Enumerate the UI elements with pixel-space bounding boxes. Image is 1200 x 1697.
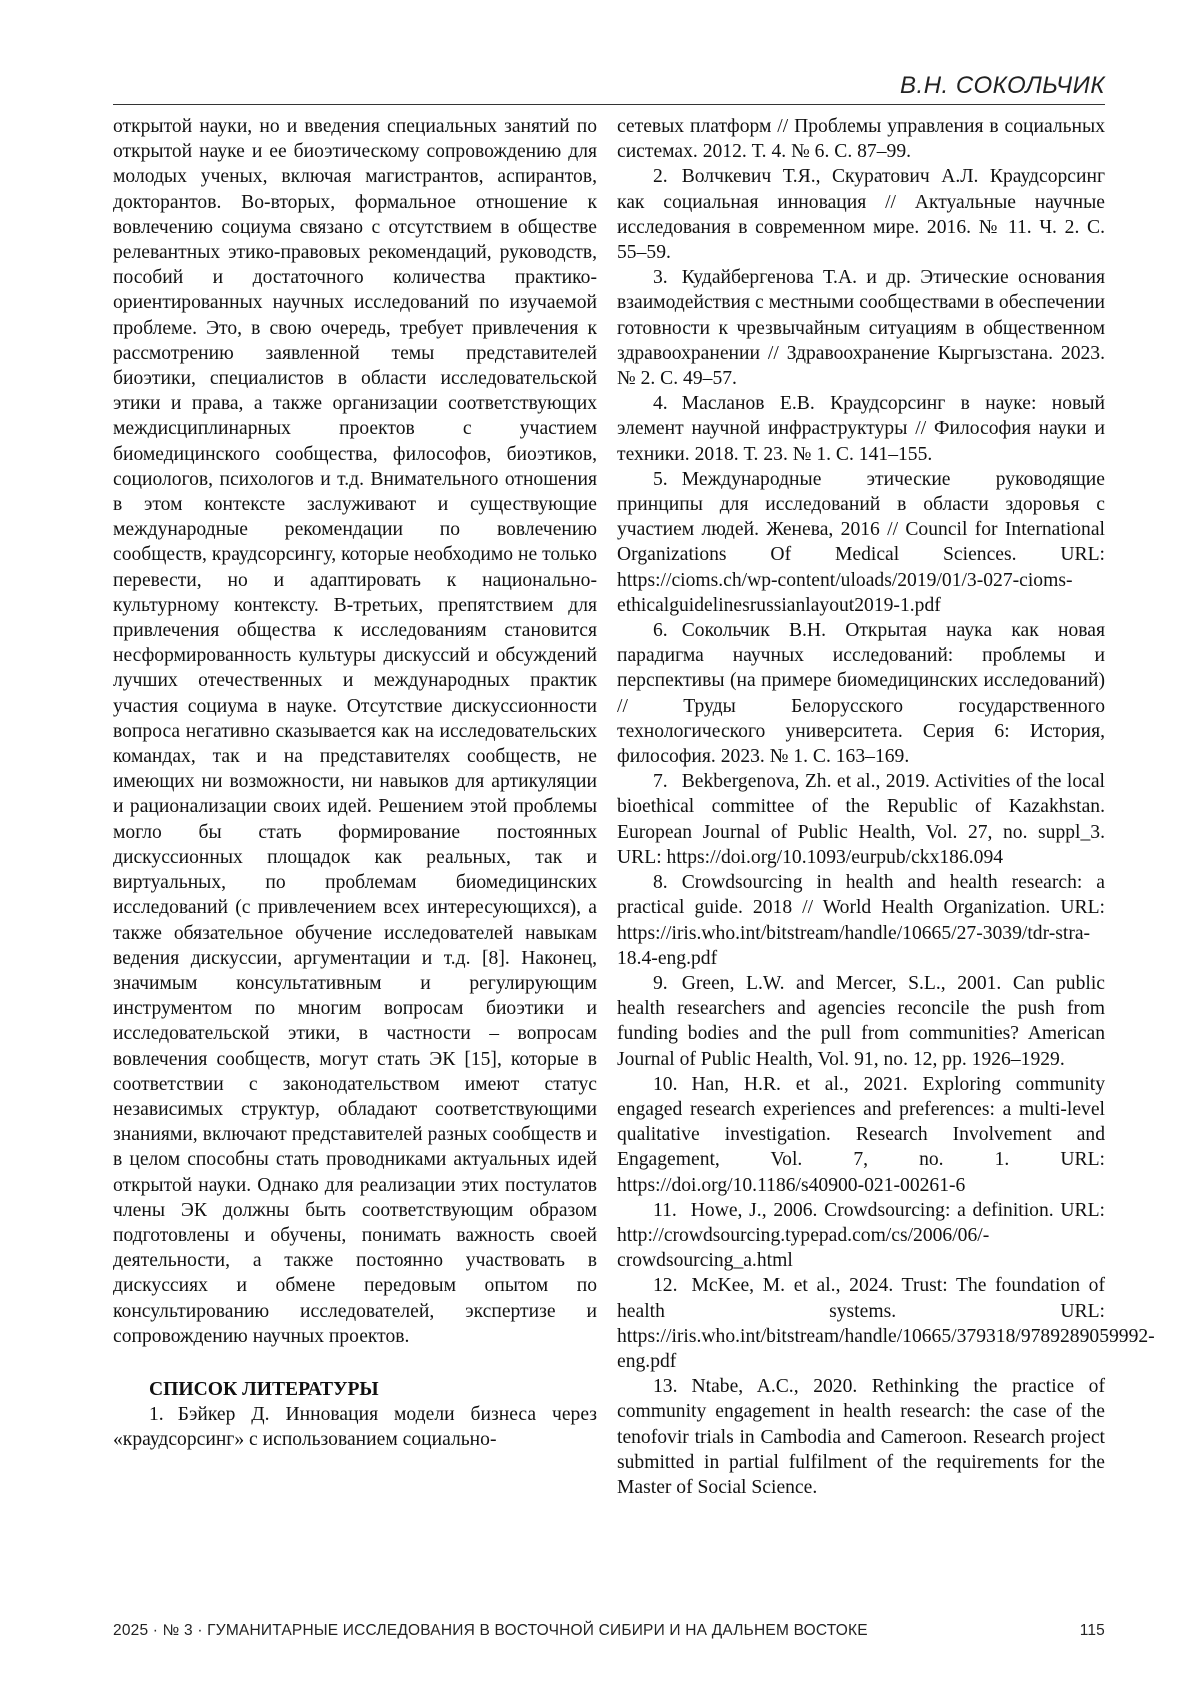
reference-item <box>113 1402 597 1452</box>
reference-text: Howe, J., 2006. Crowdsourcing: a definition. URL: http://crowdsourcing.typepad.com/cs/2006/06/-crowdsourcing_a.html <box>617 1199 1105 1272</box>
reference-item <box>617 769 1105 870</box>
reference-number: 2. <box>653 166 668 188</box>
reference-text: Сокольчик В.Н. Открытая наука как новая парадигма научных исследований: проблемы и перспективы (на примере биомедицинских исследований) // Труды Белорусского государственного технологического университета. Серия 6: История, философия. 2023. № 1. С. 163–169. <box>617 620 1105 768</box>
reference-text: Бэйкер Д. Инновация модели бизнеса через «краудсорсинг» с использованием социально- <box>113 1404 597 1451</box>
reference-text: Масланов Е.В. Краудсорсинг в науке: новый элемент научной инфраструктуры // Философия науки и техники. 2018. Т. 23. № 1. С. 141–155. <box>617 393 1105 465</box>
reference-text: Международные этические руководящие принципы для исследований в области здоровья с участием людей. Женева, 2016 // Council for International Organizations Of Medical Sciences. URL: https://cioms.ch/wp-content/uloads/2019/01/3-027-cioms-ethicalguidelinesrussianlayout2019-1.pdf <box>617 468 1105 616</box>
reference-item <box>617 1198 1105 1274</box>
reference-text: Волчкевич Т.Я., Скуратович А.Л. Краудсорсинг как социальная инновация // Актуальные научные исследования в современном мире. 2016. № 11. Ч. 2. С. 55–59. <box>617 166 1105 264</box>
reference-item <box>617 1273 1155 1374</box>
reference-item <box>617 618 1105 769</box>
reference-text: Ntabe, A.C., 2020. Rethinking the practice of community engagement in health research: the case of the tenofovir trials in Cambodia and Cameroon. Research project submitted in partial fulfilment of the requirements for the Master of Social Science. <box>617 1376 1105 1498</box>
reference-number: 3. <box>653 267 668 289</box>
page-number: 115 <box>1079 1622 1105 1639</box>
reference-number: 1. <box>149 1404 164 1426</box>
body-paragraph: открытой науки, но и введения специальных занятий по открытой науке и ее биоэтическому сопровождению для молодых ученых, включая магистрантов, аспирантов, докторантов. Во-вторых, формальное отношение к вовлечению социума связано с отсутствием в обществе релевантных этико-правовых рекомендаций, руководств, пособий и достаточного количества практико-ориентированных научных исследований по изучаемой проблеме. Это, в свою очередь, требует привлечения к рассмотрению заявленной темы представителей биоэтики, специалистов в области исследовательской этики и права, а также организации соответствующих междисциплинарных проектов с участием биомедицинского сообщества, философов, биоэтиков, социологов, психологов и т.д. Внимательного отношения в этом контексте заслуживают и существующие международные рекомендации по вовлечению сообществ, краудсорсингу, которые необходимо не только перевести, но и адаптировать к национально-культурному контексту. В-третьих, препятствием для привлечения общества к исследованиям становится несформированность культуры дискуссий и обсуждений лучших отечественных и международных практик участия социума в науке. Отсутствие дискуссионности вопроса негативно сказывается как на исследовательских командах, так и на представителях сообществ, не имеющих ни возможности, ни навыков для артикуляции и рационализации своих идей. Решением этой проблемы могло бы стать формирование постоянных дискуссионных площадок как реальных, так и виртуальных, по проблемам биомедицинских исследований (с привлечением всех интересующихся), а также обязательное обучение исследователей навыкам ведения дискуссии, аргументации и т.д. [8]. Наконец, значимым консультативным и регулирующим инструментом по многим вопросам биоэтики и исследовательской этики, в частности – вопросам вовлечения сообществ, могут стать ЭК [15], которые в соответствии с законодательством имеют статус независимых структур, обладают соответствующими знаниями, включают представителей разных сообществ и в целом способны стать проводниками актуальных идей открытой науки. Однако для реализации этих постулатов члены ЭК должны быть соответствующим образом подготовлены и обучены, понимать важность своей деятельности, а также постоянно участвовать в дискуссиях и обмене передовым опытом по консультированию исследователей, экспертизе и сопровождению научных проектов. <box>113 116 597 1347</box>
references-heading: СПИСОК ЛИТЕРАТУРЫ <box>149 1378 379 1400</box>
reference-text: Кудайбергенова Т.А. и др. Этические основания взаимодействия с местными сообществами в обеспечении готовности к чрезвычайным ситуациям в общественном здравоохранении // Здравоохранение Кыргызстана. 2023. № 2. С. 49–57. <box>617 267 1105 390</box>
reference-number: 6. <box>653 620 668 642</box>
reference-item <box>617 1374 1105 1500</box>
reference-item <box>617 870 1105 971</box>
reference-item <box>617 164 1105 265</box>
reference-text: Green, L.W. and Mercer, S.L., 2001. Can public health researchers and agencies reconcile the push from funding bodies and the pull from communities? American Journal of Public Health, Vol. 91, no. 12, pp. 1926–1929. <box>617 972 1105 1070</box>
header-divider <box>113 104 1105 105</box>
page-footer <box>113 1622 1105 1640</box>
reference-list <box>617 164 1155 1500</box>
reference-number: 9. <box>653 972 668 994</box>
reference-number: 7. <box>653 771 668 793</box>
reference-number: 10. <box>653 1073 678 1095</box>
reference-text: McKee, M. et al., 2024. Trust: The foundation of health systems. URL: https://iris.who.int/bitstream/handle/10665/379318/9789289059992-eng.pdf <box>617 1275 1155 1372</box>
reference-item <box>617 391 1105 467</box>
reference-number: 4. <box>653 393 668 415</box>
reference-text: Han, H.R. et al., 2021. Exploring community engaged research experiences and preferences: a multi-level qualitative investigation. Research Involvement and Engagement, Vol. 7, no. 1. URL: https://doi.org/10.1186/s40900-021-00261-6 <box>617 1073 1105 1196</box>
reference-continuation: сетевых платформ // Проблемы управления в социальных системах. 2012. Т. 4. № 6. С. 87–99. <box>617 116 1105 163</box>
reference-number: 8. <box>653 872 668 894</box>
right-column <box>617 114 1155 1500</box>
reference-number: 12. <box>653 1275 678 1297</box>
reference-item <box>617 467 1105 618</box>
reference-text: Crowdsourcing in health and health research: a practical guide. 2018 // World Health Organization. URL: https://iris.who.int/bitstream/handle/10665/27-3039/tdr-stra-18.4-eng.pdf <box>617 872 1105 969</box>
running-header-author: В.Н. СОКОЛЬЧИК <box>900 72 1105 99</box>
reference-number: 5. <box>653 468 668 490</box>
reference-item <box>617 1072 1105 1198</box>
reference-item <box>617 971 1105 1072</box>
left-column <box>113 114 597 1453</box>
journal-title: 2025 · № 3 · ГУМАНИТАРНЫЕ ИССЛЕДОВАНИЯ В ВОСТОЧНОЙ СИБИРИ И НА ДАЛЬНЕМ ВОСТОКЕ <box>113 1622 868 1639</box>
reference-number: 11. <box>653 1199 677 1221</box>
reference-number: 13. <box>653 1376 678 1398</box>
reference-item <box>617 265 1105 391</box>
reference-text: Bekbergenova, Zh. et al., 2019. Activities of the local bioethical committee of the Republic of Kazakhstan. European Journal of Public Health, Vol. 27, no. suppl_3. URL: https://doi.org/10.1093/eurpub/ckx186.094 <box>617 771 1105 868</box>
